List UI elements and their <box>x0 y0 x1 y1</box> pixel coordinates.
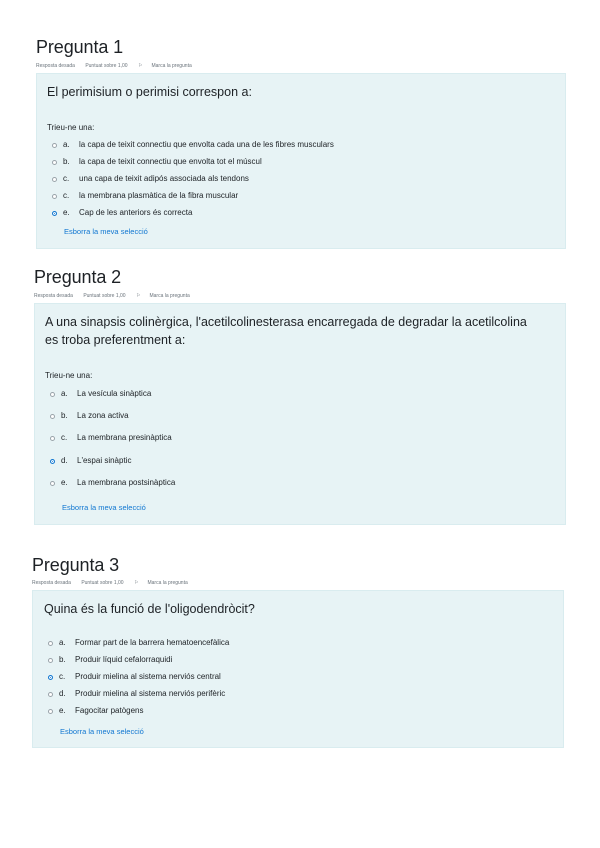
answer-option[interactable] <box>48 637 229 649</box>
question-title: Pregunta 2 <box>34 267 122 287</box>
flag-question-link[interactable] <box>134 580 197 586</box>
radio-button[interactable] <box>48 709 53 714</box>
option-text: Cap de les anteriors és correcta <box>79 208 193 217</box>
option-text: Produir mielina al sistema nerviós perifèric <box>75 689 226 698</box>
option-letter: b. <box>61 411 68 420</box>
answer-option[interactable] <box>52 156 262 168</box>
radio-button[interactable] <box>48 658 53 663</box>
question-score: Puntuat sobre 1,00 <box>83 293 126 299</box>
question-info <box>32 580 206 586</box>
answer-option[interactable] <box>50 410 129 422</box>
answer-option[interactable] <box>52 207 192 219</box>
answer-option[interactable] <box>52 173 249 185</box>
option-text: Produir líquid cefalorraquidi <box>75 655 173 664</box>
radio-button-selected[interactable] <box>52 211 57 216</box>
answer-option[interactable] <box>52 139 334 151</box>
radio-button[interactable] <box>50 436 55 441</box>
option-letter: d. <box>59 689 66 698</box>
flag-question-link[interactable] <box>136 293 199 299</box>
option-text: la capa de teixit connectiu que envolta tot el múscul <box>79 157 262 166</box>
option-letter: e. <box>61 478 68 487</box>
option-letter: e. <box>63 208 70 217</box>
answer-option[interactable] <box>48 671 221 683</box>
option-text: La vesícula sinàptica <box>77 389 152 398</box>
option-text: L'espai sinàptic <box>77 456 132 465</box>
question-status: Resposta desada <box>36 63 75 69</box>
radio-button[interactable] <box>48 692 53 697</box>
answer-option[interactable] <box>50 455 131 467</box>
radio-button[interactable] <box>52 160 57 165</box>
question-score: Puntuat sobre 1,00 <box>85 63 128 69</box>
option-text: Formar part de la barrera hematoencefàlica <box>75 638 230 647</box>
question-prompt <box>45 313 560 349</box>
flag-label: Marca la pregunta <box>149 293 190 299</box>
question-status: Resposta desada <box>34 293 73 299</box>
radio-button[interactable] <box>52 177 57 182</box>
option-letter: c. <box>59 672 66 681</box>
answer-label: Trieu-ne una: <box>47 123 95 132</box>
radio-button[interactable] <box>50 414 55 419</box>
radio-button-selected[interactable] <box>48 675 53 680</box>
question-info <box>34 293 208 299</box>
option-letter: c. <box>61 433 68 442</box>
question-info <box>36 63 210 69</box>
question-prompt: Quina és la funció de l'oligodendròcit? <box>44 602 255 616</box>
clear-selection-link[interactable]: Esborra la meva selecció <box>64 227 148 236</box>
option-letter: a. <box>59 638 66 647</box>
option-text: La zona activa <box>77 411 129 420</box>
option-text: una capa de teixit adipós associada als tendons <box>79 174 249 183</box>
radio-button[interactable] <box>50 481 55 486</box>
clear-selection-link[interactable]: Esborra la meva selecció <box>62 503 146 512</box>
answer-option[interactable] <box>52 190 238 202</box>
option-text: Fagocitar patògens <box>75 706 144 715</box>
option-text: Produir mielina al sistema nerviós central <box>75 672 221 681</box>
radio-button[interactable] <box>52 143 57 148</box>
question-status: Resposta desada <box>32 580 71 586</box>
option-letter: a. <box>63 140 70 149</box>
question-prompt-line: A una sinapsis colinèrgica, l'acetilcolinesterasa encarregada de degradar la acetilcolina <box>45 315 527 329</box>
option-letter: a. <box>61 389 68 398</box>
radio-button-selected[interactable] <box>50 459 55 464</box>
question-title: Pregunta 3 <box>32 555 120 575</box>
option-text: la membrana plasmàtica de la fibra muscular <box>79 191 239 200</box>
radio-button[interactable] <box>48 641 53 646</box>
flag-icon: ⚐ <box>137 63 143 69</box>
question-panel <box>32 590 564 748</box>
answer-option[interactable] <box>50 388 151 400</box>
radio-button[interactable] <box>50 392 55 397</box>
option-letter: e. <box>59 706 66 715</box>
answer-option[interactable] <box>50 432 172 444</box>
question-score: Puntuat sobre 1,00 <box>81 580 124 586</box>
question-panel <box>34 303 566 525</box>
answer-label: Trieu-ne una: <box>45 371 93 380</box>
option-letter: b. <box>59 655 66 664</box>
question-title: Pregunta 1 <box>36 37 124 57</box>
answer-option[interactable] <box>48 688 225 700</box>
option-letter: c. <box>63 174 70 183</box>
question-prompt: El perimisium o perimisi correspon a: <box>47 85 252 99</box>
clear-selection-link[interactable]: Esborra la meva selecció <box>60 727 144 736</box>
option-text: La membrana presinàptica <box>77 433 172 442</box>
option-letter: c. <box>63 191 70 200</box>
flag-question-link[interactable] <box>138 63 201 69</box>
flag-icon: ⚐ <box>135 293 141 299</box>
question-prompt-line: es troba preferentment a: <box>45 333 186 347</box>
answer-option[interactable] <box>50 477 175 489</box>
option-letter: b. <box>63 157 70 166</box>
option-letter: d. <box>61 456 68 465</box>
answer-option[interactable] <box>48 654 172 666</box>
flag-label: Marca la pregunta <box>151 63 192 69</box>
question-panel <box>36 73 566 249</box>
option-text: la capa de teixit connectiu que envolta cada una de les fibres musculars <box>79 140 334 149</box>
flag-icon: ⚐ <box>133 580 139 586</box>
option-text: La membrana postsinàptica <box>77 478 176 487</box>
answer-option[interactable] <box>48 705 144 717</box>
radio-button[interactable] <box>52 194 57 199</box>
flag-label: Marca la pregunta <box>147 580 188 586</box>
